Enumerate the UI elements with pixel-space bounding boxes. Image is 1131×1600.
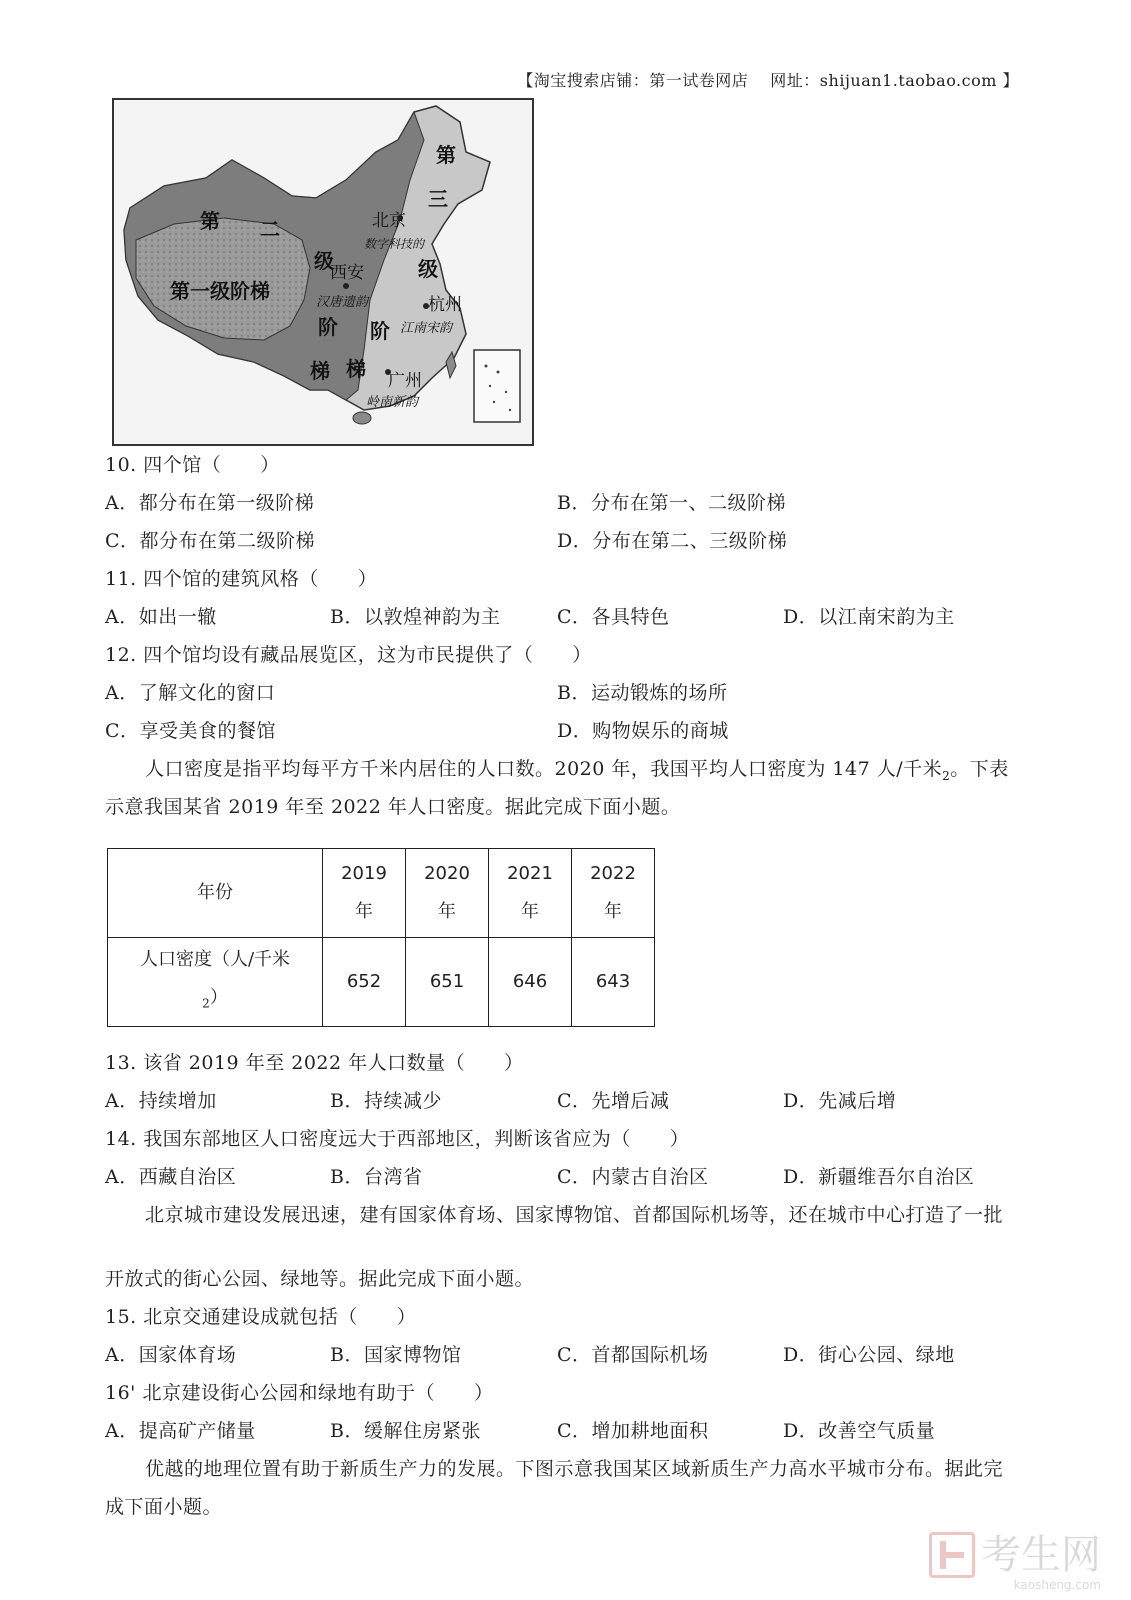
table-row-label: 人口密度（人/千米 $_2$） bbox=[108, 938, 323, 1027]
q10-option-b[interactable]: B．分布在第一、二级阶梯 bbox=[557, 492, 786, 514]
q16-option-a[interactable]: A．提高矿产储量 bbox=[105, 1420, 256, 1442]
step3-label-e: 梯 bbox=[346, 357, 366, 381]
table-value-cell: 652 bbox=[323, 938, 406, 1027]
table-year-cell: 2019 年 bbox=[323, 849, 406, 938]
q10-option-a[interactable]: A．都分布在第一级阶梯 bbox=[105, 492, 315, 514]
xian-marker bbox=[343, 283, 349, 289]
table-value-cell: 643 bbox=[572, 938, 655, 1027]
passage1-line1: 人口密度是指平均每平方千米内居住的人口数。2020 年，我国平均人口密度为 147 人/千米$_2$。下表 bbox=[145, 758, 1009, 783]
q10-stem: 10. 四个馆（ ） bbox=[105, 454, 280, 476]
q15-option-b[interactable]: B．国家博物馆 bbox=[330, 1344, 462, 1366]
beijing-label: 北京 bbox=[372, 211, 406, 231]
q15-option-d[interactable]: D．街心公园、绿地 bbox=[783, 1344, 955, 1366]
step2-label-c: 级 bbox=[314, 249, 334, 273]
xian-note: 汉唐遗韵 bbox=[316, 295, 369, 310]
q15-option-c[interactable]: C．首都国际机场 bbox=[557, 1344, 709, 1366]
site-watermark bbox=[929, 1532, 1101, 1592]
q10-option-c[interactable]: C．都分布在第二级阶梯 bbox=[105, 530, 316, 552]
step2-label-a: 第 bbox=[200, 209, 220, 233]
watermark-subtext: kaosheng.com bbox=[1013, 1578, 1101, 1592]
population-density-table bbox=[107, 848, 655, 1027]
step2-label-b: 二 bbox=[260, 217, 280, 241]
table-value-cell: 651 bbox=[406, 938, 489, 1027]
table-data-row bbox=[108, 938, 655, 1027]
q14-option-b[interactable]: B．台湾省 bbox=[330, 1166, 423, 1188]
q14-stem: 14. 我国东部地区人口密度远大于西部地区，判断该省应为（ ） bbox=[105, 1128, 690, 1150]
passage2-line2: 开放式的街心公园、绿地等。据此完成下面小题。 bbox=[105, 1268, 535, 1290]
watermark-logo-icon bbox=[929, 1532, 975, 1578]
q12-option-b[interactable]: B．运动锻炼的场所 bbox=[557, 682, 728, 704]
q13-option-a[interactable]: A．持续增加 bbox=[105, 1090, 217, 1112]
q14-option-c[interactable]: C．内蒙古自治区 bbox=[557, 1166, 709, 1188]
hangzhou-note: 江南宋韵 bbox=[400, 321, 453, 336]
q16-option-d[interactable]: D．改善空气质量 bbox=[783, 1420, 936, 1442]
hangzhou-label: 杭州 bbox=[428, 295, 462, 315]
q15-option-a[interactable]: A．国家体育场 bbox=[105, 1344, 237, 1366]
q13-option-b[interactable]: B．持续减少 bbox=[330, 1090, 442, 1112]
q15-stem: 15. 北京交通建设成就包括（ ） bbox=[105, 1306, 417, 1328]
table-year-cell: 2022 年 bbox=[572, 849, 655, 938]
q11-stem: 11. 四个馆的建筑风格（ ） bbox=[105, 568, 378, 590]
q14-option-d[interactable]: D．新疆维吾尔自治区 bbox=[783, 1166, 975, 1188]
q12-option-a[interactable]: A．了解文化的窗口 bbox=[105, 682, 276, 704]
passage3-line2: 成下面小题。 bbox=[105, 1496, 223, 1518]
q10-option-d[interactable]: D．分布在第二、三级阶梯 bbox=[557, 530, 788, 552]
q16-option-b[interactable]: B．缓解住房紧张 bbox=[330, 1420, 481, 1442]
step2-label-e: 梯 bbox=[310, 359, 330, 383]
table-header-row bbox=[108, 849, 655, 938]
table-header-label: 年份 bbox=[108, 849, 323, 938]
step2-label-d: 阶 bbox=[318, 315, 338, 339]
passage3-line1: 优越的地理位置有助于新质生产力的发展。下图示意我国某区域新质生产力高水平城市分布。据此完 bbox=[145, 1458, 1004, 1480]
page-header: 【淘宝搜索店铺：第一试卷网店 网址：shijuan1.taobao.com 】 bbox=[517, 71, 1019, 90]
q13-option-d[interactable]: D．先减后增 bbox=[783, 1090, 897, 1112]
q12-option-c[interactable]: C．享受美食的餐馆 bbox=[105, 720, 277, 742]
south-sea-inset bbox=[474, 350, 520, 422]
passage2-line1: 北京城市建设发展迅速，建有国家体育场、国家博物馆、首都国际机场等，还在城市中心打造了一批 bbox=[145, 1204, 1004, 1226]
q13-option-c[interactable]: C．先增后减 bbox=[557, 1090, 670, 1112]
step3-label-c: 级 bbox=[418, 257, 438, 281]
guangzhou-note: 岭南新韵 bbox=[366, 395, 419, 410]
step3-label-a: 第 bbox=[436, 143, 456, 167]
table-year-cell: 2020 年 bbox=[406, 849, 489, 938]
map-svg bbox=[114, 100, 532, 444]
watermark-text: 考生网 bbox=[981, 1532, 1101, 1578]
xian-label: 西安 bbox=[330, 263, 364, 283]
q11-option-a[interactable]: A．如出一辙 bbox=[105, 606, 217, 628]
q14-option-a[interactable]: A．西藏自治区 bbox=[105, 1166, 237, 1188]
china-terrain-steps-map bbox=[112, 98, 534, 446]
q11-option-c[interactable]: C．各具特色 bbox=[557, 606, 670, 628]
beijing-note: 数字科技的 bbox=[364, 237, 425, 251]
guangzhou-label: 广州 bbox=[388, 371, 422, 391]
step1-label: 第一级阶梯 bbox=[170, 279, 270, 303]
hainan-island bbox=[353, 412, 371, 424]
step3-label-d: 阶 bbox=[370, 319, 390, 343]
q16-stem: 16' 北京建设街心公园和绿地有助于（ ） bbox=[105, 1382, 494, 1404]
q11-option-b[interactable]: B．以敦煌神韵为主 bbox=[330, 606, 501, 628]
table-year-cell: 2021 年 bbox=[489, 849, 572, 938]
q12-option-d[interactable]: D．购物娱乐的商城 bbox=[557, 720, 729, 742]
q11-option-d[interactable]: D．以江南宋韵为主 bbox=[783, 606, 955, 628]
q12-stem: 12. 四个馆均设有藏品展览区，这为市民提供了（ ） bbox=[105, 644, 592, 666]
passage1-line2: 示意我国某省 2019 年至 2022 年人口密度。据此完成下面小题。 bbox=[105, 796, 681, 818]
step3-label-b: 三 bbox=[428, 187, 448, 211]
q16-option-c[interactable]: C．增加耕地面积 bbox=[557, 1420, 709, 1442]
table-value-cell: 646 bbox=[489, 938, 572, 1027]
q13-stem: 13. 该省 2019 年至 2022 年人口数量（ ） bbox=[105, 1052, 524, 1074]
